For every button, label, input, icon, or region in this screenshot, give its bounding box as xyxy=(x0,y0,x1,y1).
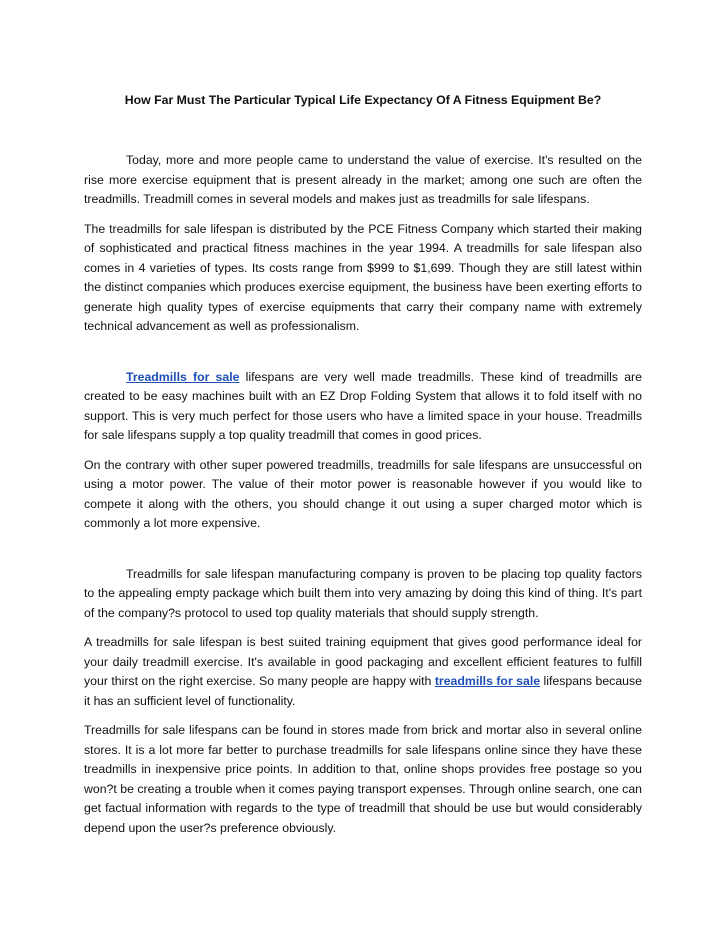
paragraph-3 xyxy=(84,368,642,446)
paragraph-7: Treadmills for sale lifespans can be found in stores made from brick and mortar also in several online stores. It is a lot more far better to purchase treadmills for sale lifespans online since they have these treadmills in inexpensive price points. In addition to that, online shops provides free postage so you won?t be creating a trouble when it comes paying transport expenses. Through online search, one can get factual information with regards to the type of treadmill that should be use but would considerably depend upon the user?s preference obviously. xyxy=(84,723,642,835)
paragraph-6-text-before: A treadmills for sale lifespan is best suited training equipment that gives good performance ideal for your daily treadmill exercise. It's available in good packaging and excellent efficient features to fulfill your thirst on the right exercise. So many people are happy with xyxy=(84,635,642,688)
document-body xyxy=(84,151,642,838)
paragraph-1: Today, more and more people came to understand the value of exercise. It's resulted on the rise more exercise equipment that is present already in the market; among one such are often the treadmills. Treadmill comes in several models and makes just as treadmills for sale lifespans. xyxy=(84,153,642,206)
paragraph-5: Treadmills for sale lifespan manufacturing company is proven to be placing top quality factors to the appealing empty package which built them into very amazing by doing this kind of thing. It's part of the company?s protocol to used top quality materials that should supply strength. xyxy=(84,566,642,620)
paragraph-4: On the contrary with other super powered treadmills, treadmills for sale lifespans are unsuccessful on using a motor power. The value of their motor power is reasonable however if you would like to compete it along with the others, you should change it out using a super charged motor which is commonly a lot more expensive. xyxy=(84,457,642,530)
paragraph-3-text: lifespans are very well made treadmills. These kind of treadmills are created to be easy machines built with an EZ Drop Folding System that allows it to fold itself with no support. This is very much perfect for those users who have a limited space in your house. Treadmills for sale lifespans supply a top quality treadmill that comes in good prices. xyxy=(84,369,642,442)
treadmills-for-sale-link-2[interactable]: treadmills for sale xyxy=(434,674,541,688)
paragraph-6-text-after: lifespans because it has an sufficient level of functionality. xyxy=(84,674,642,708)
paragraph-6 xyxy=(84,633,642,711)
page-title: How Far Must The Particular Typical Life Expectancy Of A Fitness Equipment Be? xyxy=(124,93,602,107)
treadmills-for-sale-link-1[interactable]: Treadmills for sale xyxy=(126,369,240,384)
paragraph-2: The treadmills for sale lifespan is distributed by the PCE Fitness Company which started their making of sophisticated and practical fitness machines in the year 1994. A treadmills for sale lifespan also comes in 4 varieties of types. Its costs range from $999 to $1,699. Though they are still latest within the distinct companies which produces exercise equipment, the business have been exerting efforts to generate high quality types of exercise equipments that carry their company name with extremely technical advancement as well as professionalism. xyxy=(84,221,642,333)
